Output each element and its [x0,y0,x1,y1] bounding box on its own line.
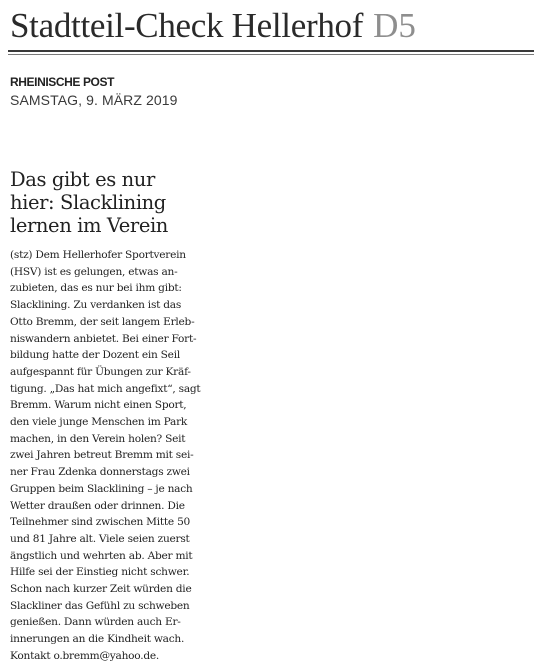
newspaper-source: RHEINISCHE POST [10,75,115,89]
body-line: zubieten, das es nur bei ihm gibt: [10,282,182,295]
body-line: Gruppen beim Slacklining – je nach [10,482,193,495]
body-line: niswandern anbietet. Bei einer Fort- [10,332,197,345]
page-header [10,6,534,46]
body-line: (stz) Dem Hellerhofer Sportverein [10,249,186,261]
body-line: innerungen an die Kindheit wach. [10,633,185,646]
body-line: (HSV) ist es gelungen, etwas an- [10,265,178,278]
body-line: und 81 Jahre alt. Viele seien zuerst [10,532,190,545]
headline-line: Das gibt es nur [10,168,155,191]
contact-email: Kontakt o.bremm@yahoo.de. [10,649,160,662]
header-rule [8,50,534,52]
body-line: ängstlich und wehrten ab. Aber mit [10,549,193,562]
body-line: Wetter draußen oder drinnen. Die [10,499,185,512]
body-line: genießen. Dann würden auch Er- [10,616,181,629]
article-headline [10,168,210,237]
header-rule-thin [8,54,534,55]
headline-line: hier: Slacklining [10,191,166,214]
page-number: D5 [373,6,416,45]
body-line: zwei Jahren betreut Bremm mit sei- [10,449,194,462]
article-body [10,247,202,665]
headline-line: lernen im Verein [10,214,168,237]
body-line: ner Frau Zdenka donnerstags zwei [10,466,190,479]
body-line: tigung. „Das hat mich angefixt“, sagt [10,382,201,395]
body-line: aufgespannt für Übungen zur Kräf- [10,365,191,378]
body-line: Otto Bremm, der seit langem Erleb- [10,315,195,328]
body-line: Slackliner das Gefühl zu schweben [10,599,190,612]
body-line: Slacklining. Zu verdanken ist das [10,299,182,312]
body-line: den viele junge Menschen im Park [10,416,188,429]
body-line: Schon nach kurzer Zeit würden die [10,583,192,596]
body-line: bildung hatte der Dozent ein Seil [10,349,180,362]
body-line: machen, in den Verein holen? Seit [10,432,186,445]
body-line: Bremm. Warum nicht einen Sport, [10,399,187,412]
body-line: Teilnehmer sind zwischen Mitte 50 [10,516,191,529]
publication-date: SAMSTAG, 9. MÄRZ 2019 [10,92,178,108]
section-title: Stadtteil-Check Hellerhof [10,6,364,45]
body-line: Hilfe sei der Einstieg nicht schwer. [10,566,190,579]
